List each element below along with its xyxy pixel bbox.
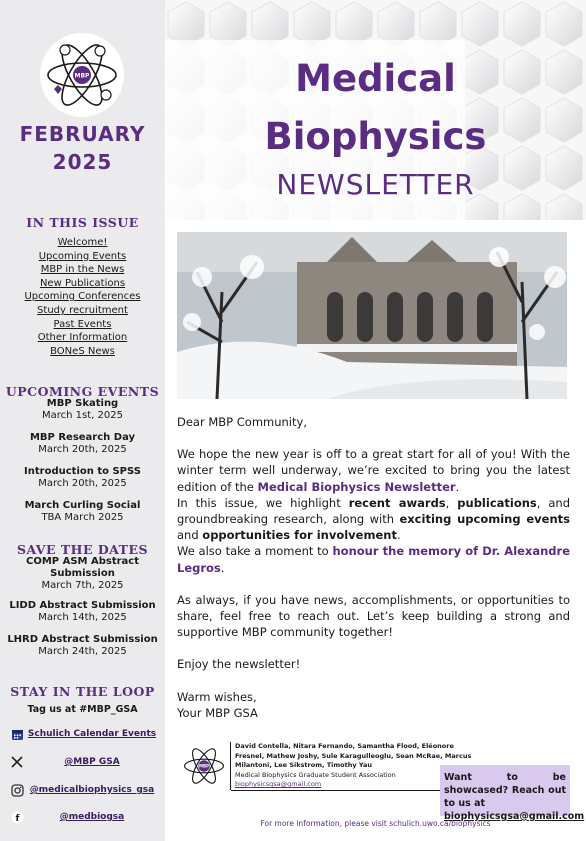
toc-link-news[interactable]: MBP in the News (40, 264, 125, 276)
letter-paragraph: As always, if you have news, accomplishments, or opportunities to share, feel free to reach out. Let’s keep building a strong and supportive MBP community together! (177, 592, 570, 640)
calendar-icon (10, 727, 24, 741)
stay-in-the-loop-heading: STAY IN THE LOOP (10, 684, 155, 699)
gsa-email-link[interactable]: biophysicsgsa@gmail.com (235, 780, 322, 789)
letter-paragraph: We hope the new year is off to a great start for all of you! With the winter term well underway, we’re excited to bring you the latest edition of the Medical Biophysics Newsletter. (177, 447, 570, 494)
social-link-calendar[interactable]: Schulich Calendar Events (10, 725, 160, 743)
toc-link-study-recruitment[interactable]: Study recruitment (37, 304, 128, 316)
x-logo-icon (10, 755, 24, 769)
instagram-icon (10, 783, 24, 797)
newsletter-subtitle: NEWSLETTER (276, 168, 475, 201)
showcase-email-link[interactable]: biophysicsgsa@gmail.com (444, 811, 585, 822)
toc-link-past-events[interactable]: Past Events (53, 318, 112, 330)
toc-link-other-information[interactable]: Other Information (37, 332, 128, 344)
svg-text:MBP: MBP (199, 763, 209, 769)
svg-text:MBP: MBP (74, 72, 90, 80)
gsa-members: David Contella, Nitara Fernando, Samantha Flood, Eléonore Fresnel, Mathew Joshy, Sule Karagulleoglu, Sean McRae, Marcus Milantoni, Lee Sikstrom, Timothy Yau Medical Biophysics Graduate Student Association biophysicsgsa@gmail.com (235, 742, 480, 790)
showcase-callout: Want to be showcased? Reach out to us at biophysicsgsa@gmail.com (440, 765, 570, 816)
atom-logo-icon (180, 740, 228, 792)
save-the-dates-heading: SAVE THE DATES (16, 542, 149, 557)
in-this-issue-heading: IN THIS ISSUE (26, 215, 139, 230)
toc-link-publications[interactable]: New Publications (39, 277, 126, 289)
atom-logo-icon (40, 33, 124, 117)
hashtag-tagline: Tag us at #MBP_GSA (27, 704, 138, 715)
toc-link-welcome[interactable]: Welcome! (57, 237, 108, 248)
save-date-item: LHRD Abstract Submission March 24th, 2025 (7, 634, 158, 657)
social-link-x[interactable]: @MBP GSA (10, 753, 160, 771)
toc-link-conferences[interactable]: Upcoming Conferences (24, 291, 141, 303)
letter-paragraph: In this issue, we highlight recent awards, publications, and groundbreaking research, along with exciting upcoming events and opportunities for involvement. (177, 495, 571, 543)
event-item: MBP Research Day March 20th, 2025 (29, 432, 136, 455)
campus-winter-photo (177, 232, 567, 399)
svg-text:f: f (15, 813, 19, 824)
sidebar (0, 0, 165, 841)
newsletter-title-biophysics: Biophysics (264, 115, 487, 158)
table-of-contents (0, 236, 165, 358)
letter-signature: Your MBP GSA (177, 705, 258, 720)
toc-link-bones-news[interactable]: BONeS News (50, 345, 115, 357)
event-item: MBP Skating March 1st, 2025 (42, 398, 123, 421)
issue-month: FEBRUARY 2025 (19, 122, 146, 174)
letter-greeting: Dear MBP Community, (177, 415, 307, 429)
footer-divider (230, 742, 231, 790)
save-date-item: LIDD Abstract Submission March 14th, 2025 (9, 600, 156, 623)
social-link-instagram[interactable]: @medicalbiophysics_gsa (10, 781, 160, 799)
welcome-letter (177, 414, 570, 721)
facebook-icon (10, 810, 24, 824)
more-info-link[interactable]: For more information, please visit schulich.uwo.ca/biophysics (260, 819, 491, 828)
save-date-item: COMP ASM Abstract Submission March 7th, 2025 (26, 556, 139, 591)
footer-mbp-logo (180, 740, 228, 792)
social-link-facebook[interactable]: f @medbiogsa (10, 808, 160, 826)
upcoming-events-heading: UPCOMING EVENTS (5, 384, 160, 399)
newsletter-title-medical: Medical (295, 57, 456, 100)
toc-link-upcoming-events[interactable]: Upcoming Events (38, 250, 127, 262)
footer-divider (231, 790, 441, 791)
event-item: March Curling Social TBA March 2025 (24, 500, 141, 523)
event-item: Introduction to SPSS March 20th, 2025 (24, 466, 141, 489)
letter-paragraph: We also take a moment to honour the memory of Dr. Alexandre Legros. (177, 544, 571, 575)
letter-signoff: Warm wishes, (177, 689, 257, 704)
letter-paragraph: Enjoy the newsletter! (177, 657, 301, 672)
mbp-logo (40, 33, 124, 117)
